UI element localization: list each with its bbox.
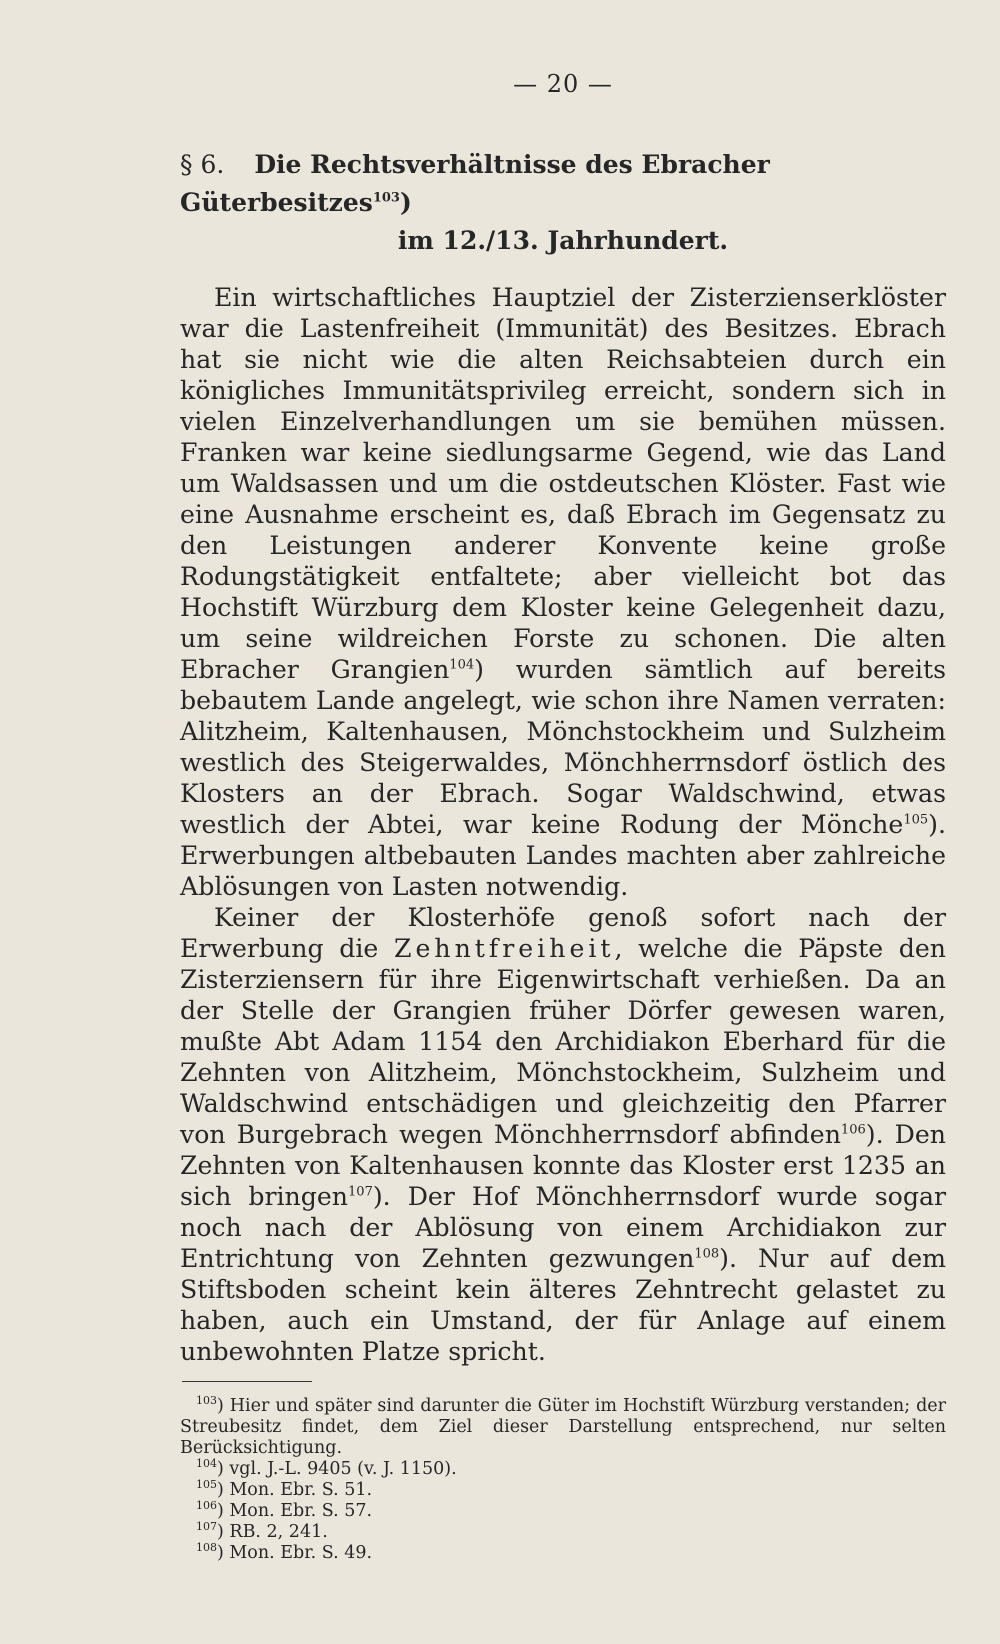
footnote-text: ) Mon. Ebr. S. 49. <box>217 1543 373 1563</box>
section-heading <box>180 146 946 260</box>
page-number: — 20 — <box>513 70 613 98</box>
paragraph-1 <box>180 282 946 902</box>
footnote-ref-103: 103 <box>372 190 400 206</box>
footnote-text: ) Mon. Ebr. S. 51. <box>217 1480 373 1500</box>
paragraph-2-text-a: Keiner der Klosterhöfe genoß sofort nach der Erwerbung die <box>180 903 946 963</box>
footnote-mark: 106 <box>196 1499 217 1513</box>
heading-paren: ) <box>399 188 412 217</box>
paragraph-2 <box>180 902 946 1367</box>
heading-line-2: im 12./13. Jahrhundert. <box>397 226 729 255</box>
footnote-mark: 103 <box>196 1394 217 1408</box>
heading-title: Die Rechtsverhältnisse des Ebracher Güterbesitzes <box>180 150 770 217</box>
paragraph-1-text-b: ) wurden sämtlich auf bereits bebautem Lande angelegt, wie schon ihre Namen verraten: Alitzheim, Kaltenhausen, Mönchstockheim und Sulzheim westlich des Steigerwaldes, Mönchherrnsdorf östlich des Klosters an der Ebrach. Sogar Waldschwind, etwas westlich der Abtei, war keine Rodung der Mönche <box>180 655 947 839</box>
emphasized-term: Zehntfreiheit <box>393 934 615 963</box>
footnotes <box>180 1396 946 1564</box>
heading-line-1 <box>180 146 946 222</box>
footnote-105 <box>180 1480 946 1501</box>
footnote-mark: 105 <box>196 1478 217 1492</box>
footnote-ref-107: 107 <box>348 1184 373 1200</box>
footnote-text: ) RB. 2, 241. <box>217 1522 328 1542</box>
footnote-108 <box>180 1543 946 1564</box>
footnote-text: ) vgl. J.-L. 9405 (v. J. 1150). <box>217 1459 457 1479</box>
footnote-ref-105: 105 <box>903 812 929 828</box>
footnote-ref-106: 106 <box>840 1122 866 1138</box>
footnote-107 <box>180 1522 946 1543</box>
section-number: § 6. <box>180 150 225 179</box>
footnote-divider <box>182 1381 312 1382</box>
footnote-mark: 107 <box>196 1520 217 1534</box>
footnote-ref-104: 104 <box>449 657 475 673</box>
footnote-text: ) Hier und später sind darunter die Güter im Hochstift Würzburg verstanden; der Streubesitz findet, dem Ziel dieser Darstellung entsprechend, nur selten Berücksichtigung. <box>180 1396 946 1458</box>
footnote-mark: 104 <box>196 1457 217 1471</box>
paragraph-1-text-c: ). Erwerbungen altbebauten Landes machten aber zahlreiche Ablösungen von Lasten notwendig. <box>180 810 946 901</box>
footnote-mark: 108 <box>196 1541 217 1555</box>
paragraph-2-text-e: ). Nur auf dem Stiftsboden scheint kein älteres Zehntrecht gelastet zu haben, auch ein Umstand, der für Anlage auf einem unbewohnten Platze spricht. <box>180 1244 946 1366</box>
footnote-106 <box>180 1501 946 1522</box>
footnote-text: ) Mon. Ebr. S. 57. <box>217 1501 373 1521</box>
paragraph-2-text-d: ). Der Hof Mönchherrnsdorf wurde sogar noch nach der Ablösung von einem Archidiakon zur Entrichtung von Zehnten gezwungen <box>180 1182 947 1273</box>
paragraph-2-text-b: , welche die Päpste den Zisterziensern für ihre Eigenwirtschaft verhießen. Da an der Stelle der Grangien früher Dörfer gewesen waren, mußte Abt Adam 1154 den Archidiakon Eberhard für die Zehnten von Alitzheim, Mönchstockheim, Sulzheim und Waldschwind entschädigen und gleichzeitig den Pfarrer von Burgebrach wegen Mönchherrnsdorf abfinden <box>180 934 946 1149</box>
paragraph-2-text-c: ). Den Zehnten von Kaltenhausen konnte das Kloster erst 1235 an sich bringen <box>180 1120 946 1211</box>
paragraph-1-text-a: Ein wirtschaftliches Hauptziel der Zisterzienserklöster war die Lastenfreiheit (Immunität) des Besitzes. Ebrach hat sie nicht wie die alten Reichsabteien durch ein königliches Immunitätsprivileg erreicht, sondern sich in vielen Einzelverhandlungen um sie bemühen müssen. Franken war keine siedlungsarme Gegend, wie das Land um Waldsassen und um die ostdeutschen Klöster. Fast wie eine Ausnahme erscheint es, daß Ebrach im Gegensatz zu den Leistungen anderer Konvente keine große Rodungstätigkeit entfaltete; aber vielleicht bot das Hochstift Würzburg dem Kloster keine Gelegenheit dazu, um seine wildreichen Forste zu schonen. Die alten Ebracher Grangien <box>180 283 946 684</box>
footnote-ref-108: 108 <box>694 1246 720 1262</box>
footnote-104 <box>180 1459 946 1480</box>
footnote-103 <box>180 1396 946 1459</box>
